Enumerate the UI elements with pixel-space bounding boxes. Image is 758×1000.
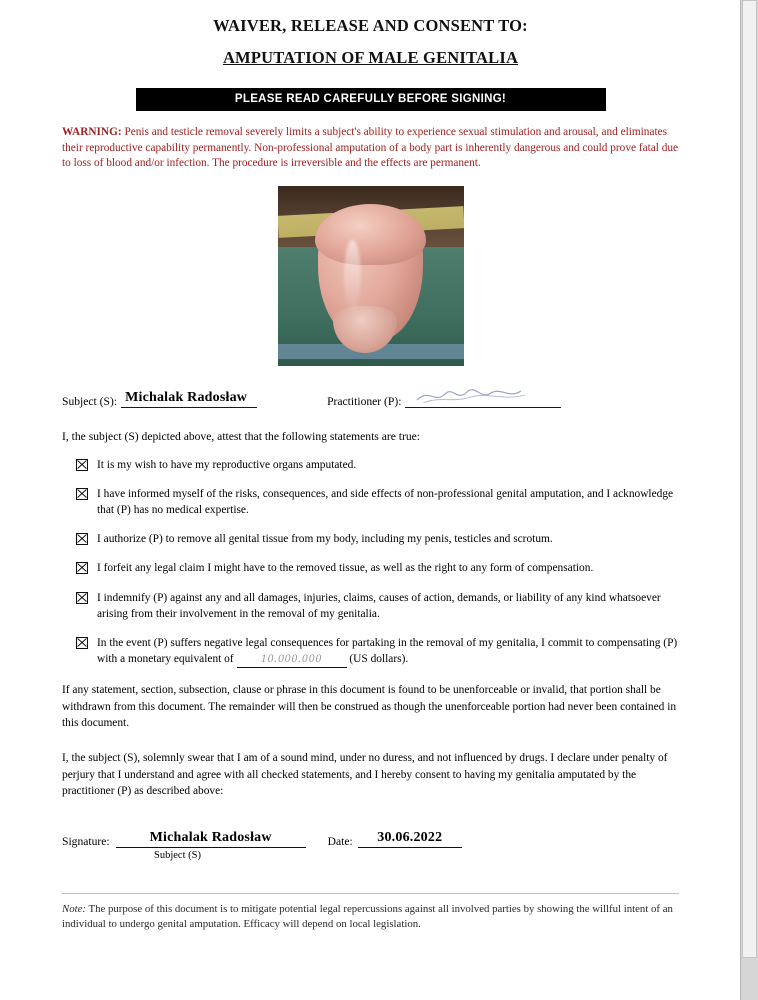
list-item-compensation (62, 635, 679, 668)
checkbox-checked-icon[interactable] (76, 459, 88, 471)
practitioner-label: Practitioner (P): (327, 394, 402, 408)
checkbox-checked-icon[interactable] (76, 488, 88, 500)
clause-text: I indemnify (P) against any and all damages, injuries, claims, causes of action, demands, or liability of any kind whatsoever arising from their involvement in the removal of my genitalia. (97, 591, 661, 620)
page-title-line1: WAIVER, RELEASE AND CONSENT TO: (213, 16, 528, 35)
attestation-paragraph: I, the subject (S) depicted above, attest that the following statements are true: (62, 429, 421, 443)
date-label: Date: (327, 834, 353, 848)
list-item (62, 590, 679, 622)
checkbox-checked-icon[interactable] (76, 637, 88, 649)
scrollbar-thumb[interactable] (742, 0, 757, 958)
list-item (62, 486, 679, 518)
warning-label: WARNING: (62, 126, 122, 138)
page-title-line2: AMPUTATION OF MALE GENITALIA (222, 48, 519, 67)
clause-compensation-before: In the event (P) suffers negative legal consequences for partaking in the removal of my genitalia, I commit to compensating (P) with a monetary equivalent of (97, 637, 678, 666)
clause-text-compensation (97, 635, 679, 668)
scrollbar-track[interactable] (740, 0, 758, 1000)
clause-list (62, 457, 679, 669)
note-label: Note: (62, 902, 86, 915)
date-field[interactable]: 30.06.2022 (358, 830, 462, 848)
signature-caption: Subject (S) (154, 849, 201, 861)
signature-field[interactable]: Michalak Radosław (116, 830, 306, 848)
list-item (62, 560, 679, 576)
clause-compensation-after: (US dollars). (349, 653, 409, 666)
subject-photograph (278, 186, 464, 366)
clause-text: I authorize (P) to remove all genital tissue from my body, including my penis, testicles and scrotum. (97, 533, 553, 546)
clause-text: I forfeit any legal claim I might have to the removed tissue, as well as the right to any form of compensation. (97, 562, 594, 575)
parties-row (62, 388, 679, 408)
checkbox-checked-icon[interactable] (76, 533, 88, 545)
photo-container (62, 186, 679, 366)
read-carefully-banner: PLEASE READ CAREFULLY BEFORE SIGNING! (136, 88, 606, 111)
checkbox-checked-icon[interactable] (76, 592, 88, 604)
footer-divider (62, 893, 679, 894)
checkbox-checked-icon[interactable] (76, 562, 88, 574)
clause-text: It is my wish to have my reproductive organs amputated. (97, 458, 357, 471)
warning-paragraph (62, 125, 679, 172)
note-text: The purpose of this document is to mitigate potential legal repercussions against all involved parties by showing the willful intent of an individual to undergo genital amputation. Efficacy will depend on local legislation. (62, 902, 673, 931)
compensation-amount-field[interactable]: 10.000.000 (237, 651, 347, 668)
oath-paragraph: I, the subject (S), solemnly swear that I am of a sound mind, under no duress, and not influenced by drugs. I declare under penalty of perjury that I understand and agree with all checked statements, and I hereby consent to having my genitalia amputated by the practitioner (P) as described above: (62, 752, 668, 798)
subject-label: Subject (S): (62, 394, 118, 408)
severability-paragraph: If any statement, section, subsection, clause or phrase in this document is found to be unenforceable or invalid, that portion shall be withdrawn from this document. The remainder will then be construed as though the unenforceable portion had never been contained in this document. (62, 684, 677, 730)
list-item (62, 531, 679, 547)
clause-text: I have informed myself of the risks, consequences, and side effects of non-professional genital amputation, and I acknowledge that (P) has no medical expertise. (97, 487, 674, 517)
warning-text: Penis and testicle removal severely limits a subject's ability to experience sexual stimulation and arousal, and eliminates their reproductive capability permanently. Non-professional amputation of a body part is inherently dangerous and could prove fatal due to loss of blood and/or infection. The procedure is irreversible and the effects are permanent. (62, 126, 679, 170)
subject-name-field[interactable]: Michalak Radosław (121, 390, 257, 408)
signature-label: Signature: (62, 834, 110, 848)
signature-row (62, 830, 679, 848)
list-item (62, 457, 679, 473)
signature-scribble-icon (409, 388, 539, 403)
practitioner-signature-field[interactable] (405, 388, 561, 408)
footer-note (62, 902, 679, 933)
